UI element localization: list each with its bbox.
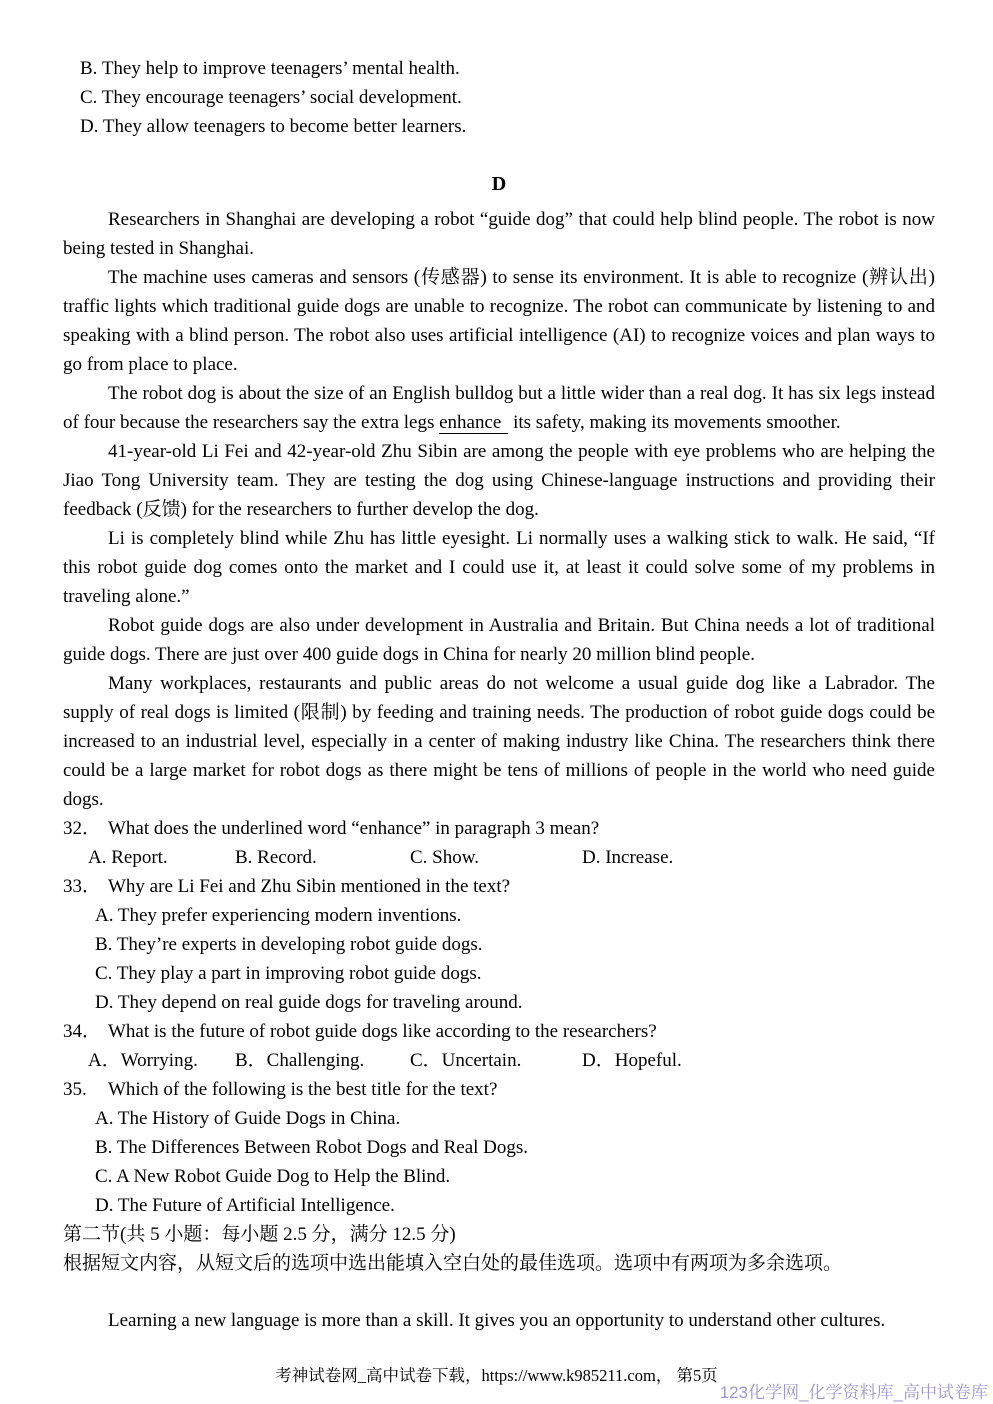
previous-question-options	[63, 54, 935, 141]
question-35-stem	[63, 1075, 935, 1104]
passage-paragraph-4: 41-year-old Li Fei and 42-year-old Zhu Sibin are among the people with eye problems who are helping the Jiao Tong University team. They are testing the dog using Chinese-language instructions and providing their feedback (反馈) for the researchers to further develop the dog.	[63, 441, 935, 520]
question-33-stem	[63, 872, 935, 901]
prev-option-c: C. They encourage teenagers’ social development.	[80, 87, 462, 108]
passage-paragraph-2: The machine uses cameras and sensors (传感器) to sense its environment. It is able to recognize (辨认出) traffic lights which traditional guide dogs are unable to recognize. The robot can communicate by listening to and speaking with a blind person. The robot also uses artificial intelligence (AI) to recognize voices and plan ways to go from place to place.	[63, 267, 935, 375]
passage-heading: D	[491, 173, 507, 195]
section2-header: 第二节(共 5 小题：每小题 2.5 分，满分 12.5 分)	[63, 1224, 456, 1245]
question-34-number: 34．	[63, 1021, 102, 1042]
paragraph-3-pre: The robot dog is about the size of an English bulldog but a little wider than a real dog. It has six legs instead of four because the researchers say the extra legs	[63, 383, 935, 433]
footer-site-line: 考神试卷网_高中试卷下载，https://www.k985211.com， 第5页	[275, 1366, 718, 1385]
question-33-option-d: D. They depend on real guide dogs for traveling around.	[95, 992, 523, 1013]
question-34	[63, 1017, 935, 1075]
question-35-text: Which of the following is the best title for the text?	[108, 1079, 498, 1100]
question-32-option-c: C. Show.	[410, 847, 479, 868]
question-33-option-b: B. They’re experts in developing robot guide dogs.	[95, 934, 483, 955]
passage-paragraph-3	[63, 379, 935, 437]
question-34-option-d: D．Hopeful.	[582, 1050, 682, 1071]
question-33-option-a: A. They prefer experiencing modern inventions.	[95, 905, 462, 926]
question-33-text: Why are Li Fei and Zhu Sibin mentioned in the text?	[108, 876, 511, 897]
prev-option-b: B. They help to improve teenagers’ mental health.	[80, 58, 460, 79]
question-32-option-d: D. Increase.	[582, 847, 674, 868]
passage-paragraph-5: Li is completely blind while Zhu has little eyesight. Li normally uses a walking stick to walk. He said, “If this robot guide dog comes onto the market and I could use it, at least it could solve some of my problems in traveling alone.”	[63, 528, 935, 607]
paragraph-3-post: its safety, making its movements smoother.	[508, 412, 841, 433]
prev-option-d: D. They allow teenagers to become better learners.	[80, 116, 467, 137]
question-34-text: What is the future of robot guide dogs like according to the researchers?	[108, 1021, 657, 1042]
question-32-options	[63, 843, 935, 872]
question-34-option-a: A．Worrying.	[88, 1050, 198, 1071]
section2-instruction: 根据短文内容，从短文后的选项中选出能填入空白处的最佳选项。选项中有两项为多余选项。	[63, 1253, 843, 1274]
question-35-option-b: B. The Differences Between Robot Dogs and Real Dogs.	[95, 1137, 529, 1158]
question-32-number: 32．	[63, 818, 102, 839]
question-32-text: What does the underlined word “enhance” in paragraph 3 mean?	[108, 818, 600, 839]
watermark-label: 123化学网_化学资料库_高中试卷库	[719, 1383, 988, 1402]
question-35	[63, 1075, 935, 1220]
passage-paragraph-7: Many workplaces, restaurants and public areas do not welcome a usual guide dog like a Labrador. The supply of real dogs is limited (限制) by feeding and training needs. The production of robot guide dogs could be increased to an industrial level, especially in a center of making industry like China. The researchers think there could be a large market for robot dogs as there might be tens of millions of people in the world who need guide dogs.	[63, 673, 935, 810]
question-32	[63, 814, 935, 872]
question-34-options	[63, 1046, 935, 1075]
underlined-word-enhance: enhance	[439, 412, 508, 434]
question-32-stem	[63, 814, 935, 843]
question-33	[63, 872, 935, 1017]
question-34-option-b: B．Challenging.	[235, 1050, 365, 1071]
question-35-option-a: A. The History of Guide Dogs in China.	[95, 1108, 401, 1129]
question-32-option-b: B. Record.	[235, 847, 317, 868]
question-34-option-c: C．Uncertain.	[410, 1050, 522, 1071]
question-35-option-d: D. The Future of Artificial Intelligence.	[95, 1195, 395, 1216]
question-34-stem	[63, 1017, 935, 1046]
section2-passage-opening: Learning a new language is more than a skill. It gives you an opportunity to understand other cultures.	[108, 1310, 886, 1331]
question-33-option-c: C. They play a part in improving robot guide dogs.	[95, 963, 482, 984]
question-32-option-a: A. Report.	[88, 847, 168, 868]
question-35-option-c: C. A New Robot Guide Dog to Help the Blind.	[95, 1166, 451, 1187]
passage-paragraph-1: Researchers in Shanghai are developing a robot “guide dog” that could help blind people. The robot is now being tested in Shanghai.	[63, 209, 935, 259]
question-35-number: 35.	[63, 1079, 87, 1100]
passage-paragraph-6: Robot guide dogs are also under development in Australia and Britain. But China needs a lot of traditional guide dogs. There are just over 400 guide dogs in China for nearly 20 million blind people.	[63, 615, 935, 665]
question-33-number: 33．	[63, 876, 102, 897]
